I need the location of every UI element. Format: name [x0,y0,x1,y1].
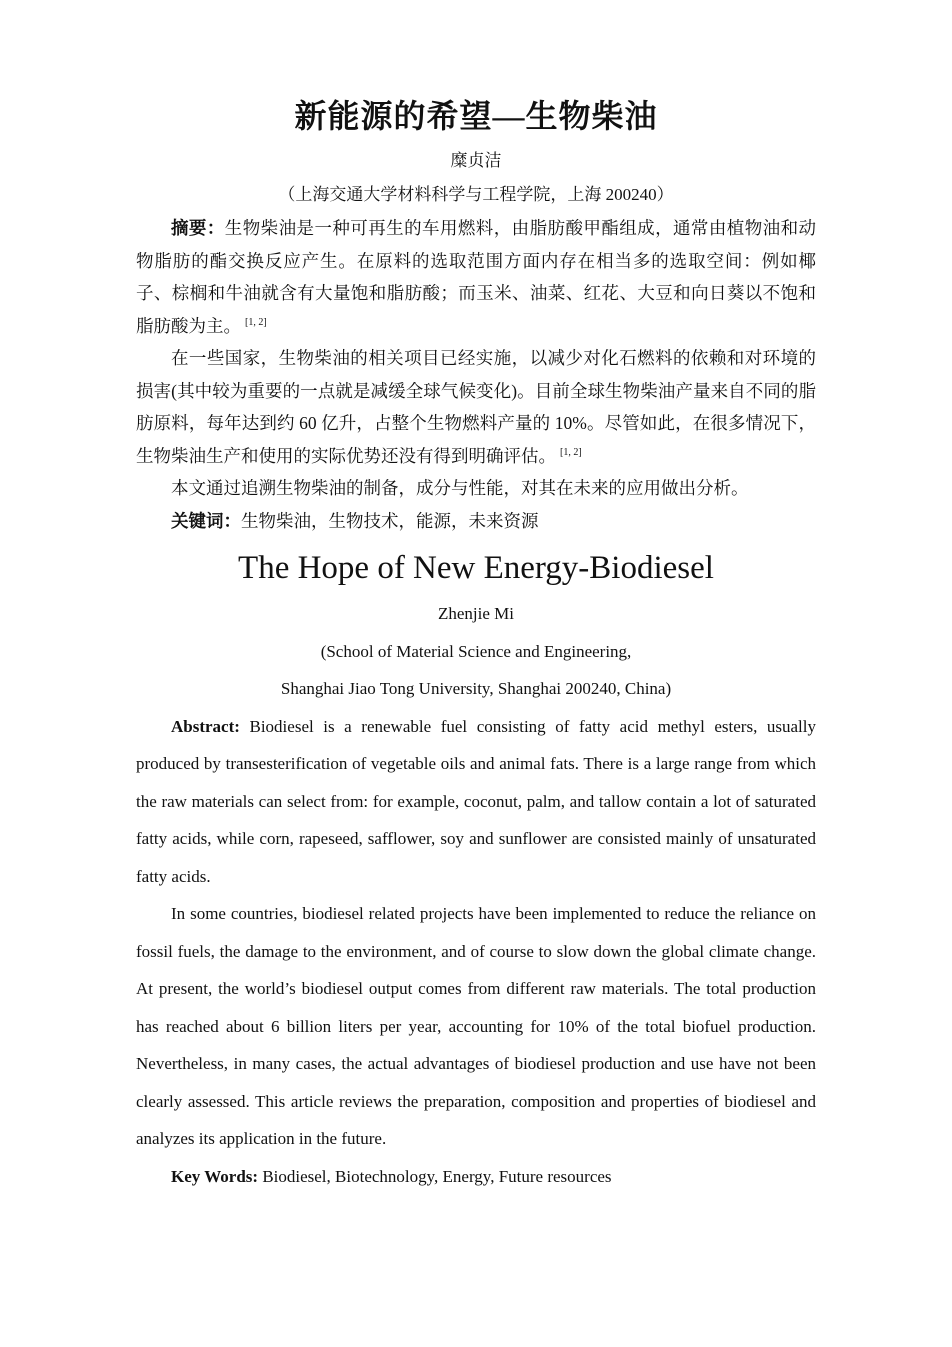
cn-ref-1: [1, 2] [245,316,267,328]
cn-keywords [136,505,816,538]
cn-ref-2: [1, 2] [560,446,582,458]
cn-author: 糜贞洁 [450,151,502,170]
en-abstract-label: Abstract: [171,716,240,736]
cn-abstract-p1 [136,212,816,342]
cn-abstract-p3: 本文通过追溯生物柴油的制备，成分与性能，对其在未来的应用做出分析。 [171,478,749,498]
cn-abstract-text-1: 生物柴油是一种可再生的车用燃料，由脂肪酸甲酯组成，通常由植物油和动物脂肪的酯交换反应产生。在原料的选取范围方面内存在相当多的选取空间：例如椰子、棕榈和牛油就含有大量饱和脂肪酸；而玉米、油菜、红花、大豆和向日葵以不饱和脂肪酸为主。 [136,218,817,336]
en-title: The Hope of New Energy-Biodiesel [238,550,714,586]
en-keywords-label: Key Words: [171,1166,259,1186]
cn-keywords-label: 关键词： [171,510,241,531]
cn-abstract-text-2: 在一些国家，生物柴油的相关项目已经实施，以减少对化石燃料的依赖和对环境的损害(其中较为重要的一点就是减缓全球气候变化)。目前全球生物柴油产量来自不同的脂肪原料，每年达到约 60 亿升，占整个生物燃料产量的 10%。尽管如此，在很多情况下，生物柴油生产和使用的实际优势还没有得到明确评估。 [136,348,816,466]
cn-keywords-text: 生物柴油，生物技术，能源，未来资源 [241,510,539,531]
en-keywords-text: Biodiesel, Biotechnology, Energy, Future resources [258,1166,612,1186]
cn-affiliation: （上海交通大学材料科学与工程学院，上海 200240） [278,185,674,204]
en-abstract-text-1: Biodiesel is a renewable fuel consisting of fatty acid methyl esters, usually produced by transesterification of vegetable oils and animal fats. There is a large range from which the raw materials can select from: for example, coconut, palm, and tallow contain a lot of saturated fatty acids, while corn, rapeseed, safflower, soy and sunflower are consisted mainly of unsaturated fatty acids. [136,716,816,886]
en-affiliation-line2: Shanghai Jiao Tong University, Shanghai 200240, China) [280,679,672,698]
paper-page [136,88,816,1195]
cn-abstract-p2 [136,342,816,472]
en-author: Zhenjie Mi [437,604,514,623]
cn-abstract-label: 摘要： [171,218,225,238]
en-keywords [136,1158,816,1196]
en-abstract-p1 [136,708,816,896]
en-abstract-p2: In some countries, biodiesel related projects have been implemented to reduce the reliance on fossil fuels, the damage to the environment, and of course to slow down the global climate change. At present, the world’s biodiesel output comes from different raw materials. The total production has reached about 6 billion liters per year, accounting for 10% of the total biofuel production. Nevertheless, in many cases, the actual advantages of biodiesel production and use have not been clearly assessed. This article reviews the preparation, composition and properties of biodiesel and analyzes its application in the future. [136,904,816,1148]
en-affiliation-line1: (School of Material Science and Engineering, [320,641,632,661]
cn-title: 新能源的希望—生物柴油 [294,98,658,134]
